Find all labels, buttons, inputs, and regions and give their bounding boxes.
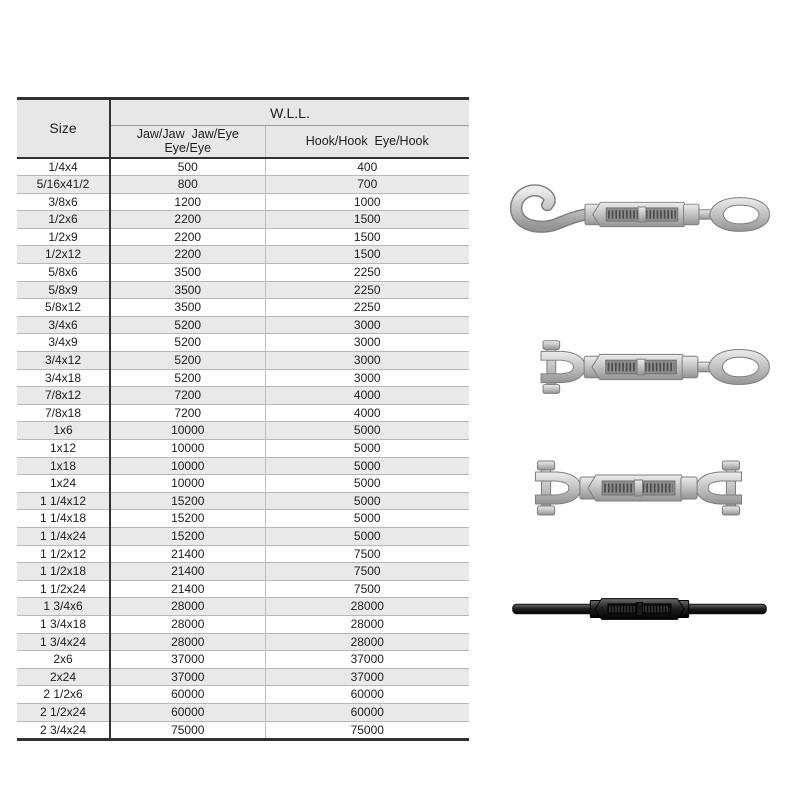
size-cell: 5/8x9: [17, 281, 110, 299]
table-row: [17, 527, 469, 545]
table-row: [17, 651, 469, 669]
hook-wll-cell: 3000: [265, 369, 469, 387]
jaw-wll-cell: 28000: [110, 615, 265, 633]
jaw-wll-cell: 21400: [110, 563, 265, 581]
size-cell: 1 1/2x18: [17, 563, 110, 581]
jaw-column-header-line2: Eye/Eye: [164, 141, 212, 156]
table-row: [17, 352, 469, 370]
jaw-wll-cell: 15200: [110, 492, 265, 510]
size-cell: 1 1/4x18: [17, 510, 110, 528]
spec-table-body: [17, 158, 469, 740]
size-cell: 2 1/2x6: [17, 686, 110, 704]
hook-wll-cell: 1000: [265, 193, 469, 211]
jaw-wll-cell: 1200: [110, 193, 265, 211]
size-cell: 1x12: [17, 440, 110, 458]
size-cell: 3/4x9: [17, 334, 110, 352]
hook-wll-cell: 5000: [265, 422, 469, 440]
hook-wll-cell: 5000: [265, 510, 469, 528]
jaw-wll-cell: 28000: [110, 633, 265, 651]
hook-column-header: Hook/Hook Eye/Hook: [265, 126, 469, 158]
size-cell: 2 3/4x24: [17, 721, 110, 740]
size-cell: 1x18: [17, 457, 110, 475]
hook-wll-cell: 28000: [265, 598, 469, 616]
hook-wll-cell: 3000: [265, 334, 469, 352]
table-row: [17, 475, 469, 493]
jaw-wll-cell: 3500: [110, 299, 265, 317]
jaw-wll-cell: 5200: [110, 334, 265, 352]
hook-wll-cell: 37000: [265, 668, 469, 686]
jaw-wll-cell: 5200: [110, 369, 265, 387]
jaw-eye-turnbuckle-drawing: [494, 328, 788, 406]
jaw-wll-cell: 28000: [110, 598, 265, 616]
jaw-eye-turnbuckle-image: [494, 328, 788, 406]
table-row: [17, 211, 469, 229]
wll-header: W.L.L.: [110, 99, 469, 126]
table-row: [17, 545, 469, 563]
table-row: [17, 193, 469, 211]
hook-wll-cell: 37000: [265, 651, 469, 669]
hook-wll-cell: 400: [357, 159, 378, 174]
hook-wll-cell: 7500: [265, 580, 469, 598]
hook-wll-cell: 3000: [265, 352, 469, 370]
table-row: [17, 387, 469, 405]
jaw-wll-cell: 10000: [110, 457, 265, 475]
jaw-wll-cell: 60000: [110, 686, 265, 704]
size-cell: 2x6: [17, 651, 110, 669]
hook-wll-cell: 2250: [265, 281, 469, 299]
table-row: [17, 615, 469, 633]
size-cell: 1x24: [17, 475, 110, 493]
jaw-wll-cell: 15200: [110, 510, 265, 528]
stub-end-turnbuckle-image: [507, 592, 772, 626]
table-row: [17, 299, 469, 317]
hook-wll-cell: 4000: [265, 404, 469, 422]
size-cell: 3/8x6: [17, 193, 110, 211]
table-row: [17, 633, 469, 651]
size-cell: 1/2x12: [17, 246, 110, 264]
size-cell: 1 1/4x24: [17, 527, 110, 545]
size-cell: 3/4x18: [17, 369, 110, 387]
table-row: [17, 580, 469, 598]
table-row: [17, 703, 469, 721]
hook-wll-cell: 75000: [265, 721, 469, 740]
size-cell: 3/4x12: [17, 352, 110, 370]
hook-wll-cell: 4000: [265, 387, 469, 405]
spec-table: [17, 97, 469, 741]
hook-eye-turnbuckle-drawing: [497, 177, 787, 252]
table-row: [17, 686, 469, 704]
jaw-wll-cell: 75000: [110, 721, 265, 740]
table-row: [17, 369, 469, 387]
jaw-wll-cell: 2200: [110, 228, 265, 246]
hook-wll-cell: 2250: [265, 299, 469, 317]
spec-table-head: [17, 99, 469, 158]
header-row-top: [17, 99, 469, 126]
size-cell: 5/16x41/2: [17, 176, 110, 194]
stub-end-turnbuckle-drawing: [507, 592, 772, 626]
hook-wll-cell: 60000: [265, 703, 469, 721]
table-row: [17, 598, 469, 616]
jaw-column-header-line1: Jaw/Jaw Jaw/Eye: [136, 126, 239, 141]
jaw-wll-cell: 7200: [110, 404, 265, 422]
hook-wll-cell: 28000: [265, 633, 469, 651]
table-row: [17, 563, 469, 581]
size-cell: 1 1/2x12: [17, 545, 110, 563]
table-row: [17, 228, 469, 246]
hook-wll-cell: 5000: [265, 440, 469, 458]
jaw-wll-cell: 10000: [110, 475, 265, 493]
size-cell: 1 3/4x18: [17, 615, 110, 633]
jaw-wll-cell: 2200: [110, 211, 265, 229]
jaw-wll-cell: 21400: [110, 580, 265, 598]
jaw-wll-cell: 500: [110, 158, 265, 176]
hook-wll-cell: 5000: [265, 457, 469, 475]
jaw-wll-cell: 7200: [110, 387, 265, 405]
size-cell: 1 1/4x12: [17, 492, 110, 510]
size-column-header: Size: [17, 99, 110, 158]
hook-wll-cell: 7500: [265, 563, 469, 581]
size-cell: 2x24: [17, 668, 110, 686]
jaw-jaw-turnbuckle-image: [487, 448, 790, 528]
hook-wll-cell: 5000: [265, 527, 469, 545]
jaw-wll-cell: 21400: [110, 545, 265, 563]
jaw-wll-cell: 3500: [110, 281, 265, 299]
hook-wll-cell: 60000: [265, 686, 469, 704]
jaw-wll-cell: 5200: [110, 352, 265, 370]
table-row: [17, 404, 469, 422]
hook-wll-cell: 5000: [265, 492, 469, 510]
size-cell: 7/8x18: [17, 404, 110, 422]
size-cell: 1 1/2x24: [17, 580, 110, 598]
jaw-wll-cell: 2200: [110, 246, 265, 264]
jaw-wll-cell: 37000: [110, 668, 265, 686]
size-cell: 5/8x12: [17, 299, 110, 317]
table-row: [17, 422, 469, 440]
jaw-wll-cell: 15200: [110, 527, 265, 545]
hook-wll-cell: 1500: [265, 246, 469, 264]
table-row: [17, 246, 469, 264]
size-cell: 5/8x6: [17, 264, 110, 282]
hook-wll-cell: 700: [265, 176, 469, 194]
hook-wll-cell: 5000: [265, 475, 469, 493]
hook-wll-cell: 1500: [265, 228, 469, 246]
table-row: [17, 721, 469, 740]
hook-wll-cell: 3000: [265, 316, 469, 334]
table-row: [17, 316, 469, 334]
table-row: [17, 492, 469, 510]
size-cell: 1 3/4x6: [17, 598, 110, 616]
size-cell: 7/8x12: [17, 387, 110, 405]
jaw-wll-cell: 10000: [110, 422, 265, 440]
jaw-wll-cell: 37000: [110, 651, 265, 669]
hook-wll-cell: 1500: [265, 211, 469, 229]
jaw-wll-cell: 3500: [110, 264, 265, 282]
size-cell: 1x6: [17, 422, 110, 440]
table-row: [17, 668, 469, 686]
table-row: [17, 158, 469, 176]
hook-wll-cell: 28000: [265, 615, 469, 633]
size-cell: 1/2x9: [17, 228, 110, 246]
size-cell: 1/2x6: [17, 211, 110, 229]
hook-eye-turnbuckle-image: [497, 177, 787, 252]
size-cell: 1 3/4x24: [17, 633, 110, 651]
table-row: [17, 176, 469, 194]
table-row: [17, 440, 469, 458]
jaw-wll-cell: 60000: [110, 703, 265, 721]
jaw-wll-cell: 800: [110, 176, 265, 194]
size-cell: 1/4x4: [17, 158, 110, 176]
table-row: [17, 334, 469, 352]
hook-wll-cell: 2250: [265, 264, 469, 282]
size-cell: 3/4x6: [17, 316, 110, 334]
jaw-wll-cell: 5200: [110, 316, 265, 334]
hook-wll-cell: 7500: [265, 545, 469, 563]
size-cell: 2 1/2x24: [17, 703, 110, 721]
table-row: [17, 281, 469, 299]
table-row: [17, 510, 469, 528]
jaw-jaw-turnbuckle-drawing: [487, 448, 790, 528]
table-row: [17, 457, 469, 475]
jaw-wll-cell: 10000: [110, 440, 265, 458]
jaw-column-header: [110, 126, 265, 158]
table-row: [17, 264, 469, 282]
